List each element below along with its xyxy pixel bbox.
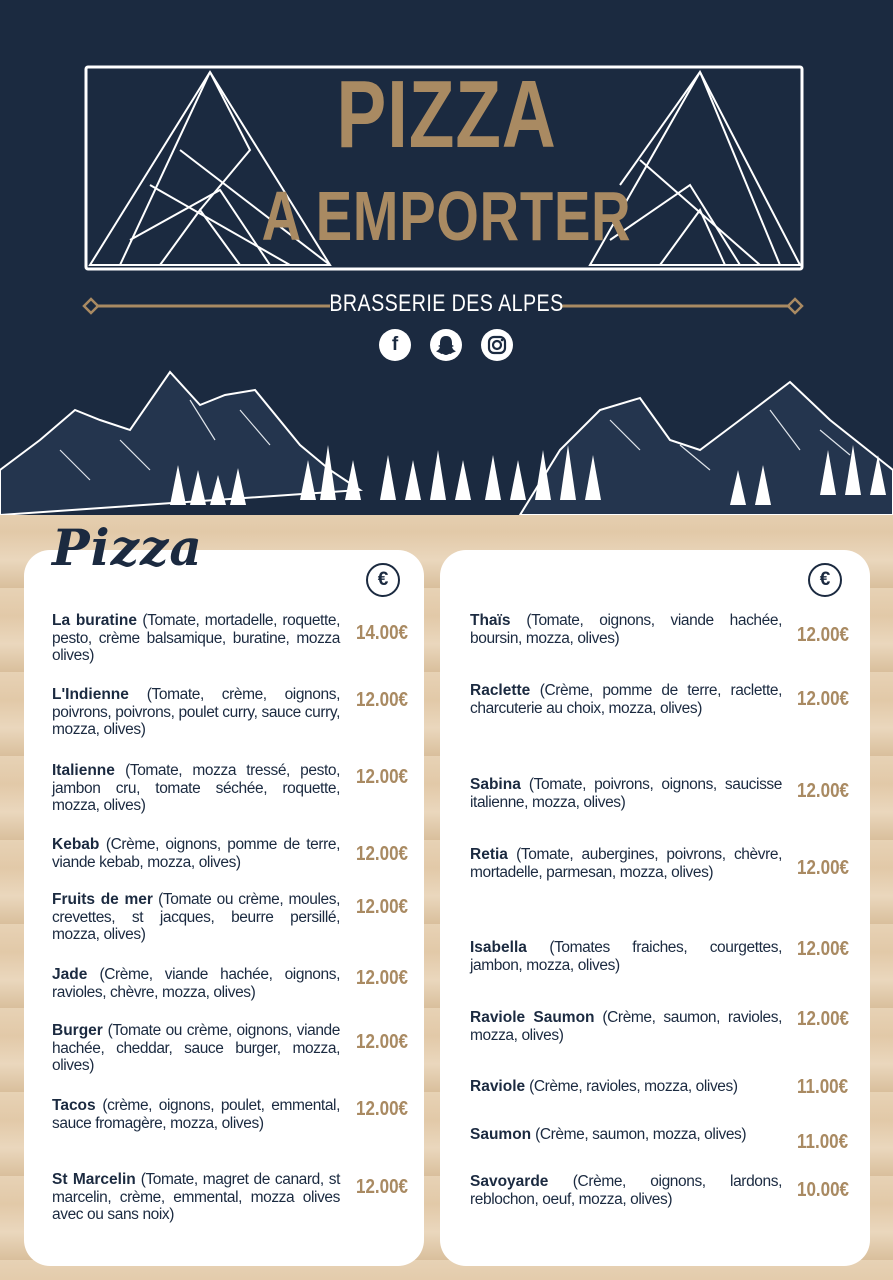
menu-item: [52, 966, 340, 1001]
item-desc: (Tomate, crème, oignons, poivrons, poivrons, poulet curry, sauce curry, mozza, olives): [52, 686, 340, 738]
snapchat-icon[interactable]: [430, 329, 462, 361]
item-desc: (Tomate, magret de canard, st marcelin, crème, emmental, mozza olives avec ou sans noix): [52, 1171, 340, 1223]
item-price: 10.00€: [797, 1179, 849, 1201]
item-desc: (Crème, saumon, mozza, olives): [535, 1126, 747, 1143]
menu-item: [470, 1078, 782, 1096]
menu-item: [52, 891, 340, 944]
menu-item: [470, 1173, 782, 1208]
item-desc: (crème, oignons, poulet, emmental, sauce fromagère, mozza, olives): [52, 1097, 340, 1132]
menu-item: [52, 1022, 340, 1075]
item-price: 12.00€: [356, 1031, 408, 1053]
item-name: Kebab: [52, 836, 100, 853]
item-desc: (Crème, oignons, lardons, reblochon, oeuf, mozza, olives): [470, 1173, 782, 1208]
menu-item: [470, 939, 782, 974]
item-name: Italienne: [52, 762, 115, 779]
header-banner: [0, 0, 893, 515]
menu-item: [52, 686, 340, 739]
item-price: 12.00€: [797, 1008, 849, 1030]
item-price: 14.00€: [356, 622, 408, 644]
item-price: 12.00€: [356, 766, 408, 788]
item-price: 12.00€: [356, 896, 408, 918]
item-desc: (Tomate ou crème, oignons, viande hachée, cheddar, sauce burger, mozza, olives): [52, 1022, 340, 1074]
euro-icon: €: [366, 563, 400, 597]
item-desc: (Crème, pomme de terre, raclette, charcuterie au choix, mozza, olives): [470, 682, 782, 717]
camera-glyph: [481, 329, 513, 361]
menu-item: [470, 776, 782, 811]
item-desc: (Tomate, poivrons, oignons, saucisse italienne, mozza, olives): [470, 776, 782, 811]
item-price: 12.00€: [797, 688, 849, 710]
brand-name: BRASSERIE DES ALPES: [329, 290, 564, 317]
item-name: Isabella: [470, 939, 527, 956]
title-pizza: PIZZA: [336, 61, 557, 168]
item-price: 12.00€: [356, 1176, 408, 1198]
menu-item: [470, 1126, 782, 1144]
menu-item: [470, 682, 782, 717]
menu-item: [52, 762, 340, 815]
item-name: Burger: [52, 1022, 103, 1039]
title-a-emporter: A EMPORTER: [261, 177, 632, 255]
item-desc: (Crème, oignons, pomme de terre, viande kebab, mozza, olives): [52, 836, 340, 871]
item-price: 12.00€: [797, 624, 849, 646]
item-price: 12.00€: [356, 1098, 408, 1120]
menu-item: [52, 612, 340, 665]
item-desc: (Tomate, oignons, viande hachée, boursin, mozza, olives): [470, 612, 782, 647]
instagram-icon[interactable]: [481, 329, 513, 361]
item-price: 11.00€: [797, 1131, 849, 1153]
item-desc: (Crème, ravioles, mozza, olives): [529, 1078, 738, 1095]
menu-item: [52, 1097, 340, 1132]
ghost-glyph: [430, 329, 462, 361]
item-name: Tacos: [52, 1097, 96, 1114]
item-desc: (Crème, saumon, ravioles, mozza, olives): [470, 1009, 782, 1044]
item-name: Raviole Saumon: [470, 1009, 595, 1026]
item-desc: (Tomate, aubergines, poivrons, chèvre, mortadelle, parmesan, mozza, olives): [470, 846, 782, 881]
item-name: L'Indienne: [52, 686, 129, 703]
euro-icon: €: [808, 563, 842, 597]
item-price: 11.00€: [797, 1076, 849, 1098]
item-name: Fruits de mer: [52, 891, 153, 908]
menu-item: [470, 612, 782, 647]
menu-panel-right: [440, 550, 870, 1266]
item-name: Savoyarde: [470, 1173, 549, 1190]
item-price: 12.00€: [797, 938, 849, 960]
menu-item: [470, 846, 782, 881]
item-price: 12.00€: [797, 857, 849, 879]
item-price: 12.00€: [356, 689, 408, 711]
item-name: La buratine: [52, 612, 137, 629]
item-name: Jade: [52, 966, 88, 983]
menu-item: [52, 1171, 340, 1224]
item-price: 12.00€: [356, 843, 408, 865]
facebook-icon[interactable]: f: [379, 329, 411, 361]
item-name: St Marcelin: [52, 1171, 136, 1188]
item-name: Saumon: [470, 1126, 532, 1143]
item-desc: (Crème, viande hachée, oignons, ravioles, chèvre, mozza, olives): [52, 966, 340, 1001]
item-name: Raviole: [470, 1078, 526, 1095]
item-name: Raclette: [470, 682, 531, 699]
menu-item: [470, 1009, 782, 1044]
item-price: 12.00€: [797, 780, 849, 802]
item-desc: (Tomate ou crème, moules, crevettes, st jacques, beurre persillé, mozza, olives): [52, 891, 340, 943]
item-desc: (Tomate, mozza tressé, pesto, jambon cru, tomate séchée, roquette, mozza, olives): [52, 762, 340, 814]
menu-item: [52, 836, 340, 871]
item-name: Sabina: [470, 776, 521, 793]
item-name: Retia: [470, 846, 508, 863]
section-title: Pizza: [52, 518, 203, 577]
item-desc: (Tomate, mortadelle, roquette, pesto, crème balsamique, buratine, mozza olives): [52, 612, 340, 664]
item-name: Thaïs: [470, 612, 511, 629]
item-desc: (Tomates fraiches, courgettes, jambon, mozza, olives): [470, 939, 782, 974]
item-price: 12.00€: [356, 967, 408, 989]
